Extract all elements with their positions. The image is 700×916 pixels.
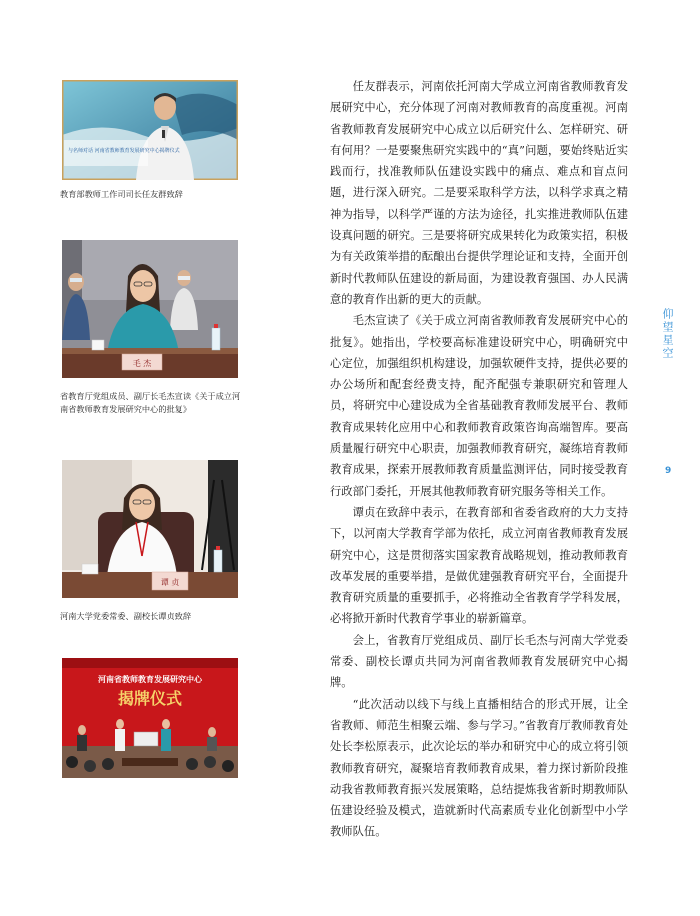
article-paragraph: 任友群表示，河南依托河南大学成立河南省教师教育发展研究中心，充分体现了河南对教师教育的高度重视。河南省教师教育发展研究中心成立以后研究什么、怎样研究、研有何用？一是要聚焦研究实践中的“真”问题，要始终贴近实践而行，找准教师队伍建设实践中的痛点、难点和盲点问题，进行深入研究。二是要采取科学方法，以科学求真之精神为指导，以科学严谨的方法为途径，扎实推进教师队伍建设真问题的研究。三是要将研究成果转化为政策实招，积极为有关政策举措的酝酿出台提供学理论证和支持，全面开创新时代教师队伍建设的新局面，为建设教育强国、办人民满意的教育作出新的更大的贡献。 (330, 80, 628, 306)
photo-caption: 省教育厅党组成员、副厅长毛杰宣读《关于成立河南省教师教育发展研究中心的批复》 (60, 391, 241, 414)
article-paragraph: 毛杰宣读了《关于成立河南省教师教育发展研究中心的批复》。她指出，学校要高标准建设研究中心，明确研究中心定位，加强组织机构建设，加强软硬件支持，提供必要的办公场所和配套经费支持，配齐配强专兼职研究和管理人员，将研究中心建设成为全省基础教育教师发展平台、教师教育成果转化应用中心和教师教育政策咨询高端智库。要高质量履行研究中心职责，加强教师教育研究，凝练培育教师教育成果，探索开展教师教育质量监测评估，同时接受教育行政部门委托，开展其他教师教育研究服务等相关工作。 (330, 314, 628, 498)
banner-line1: 河南省教师教育发展研究中心 (98, 675, 202, 684)
photo-mao-jie (62, 240, 238, 378)
name-card: 毛 杰 (132, 359, 152, 368)
article-body (330, 76, 628, 843)
photo-unveiling-ceremony (62, 658, 238, 778)
article-paragraph: 会上，省教育厅党组成员、副厅长毛杰与河南大学党委常委、副校长谭贞共同为河南省教师教育发展研究中心揭牌。 (330, 633, 628, 690)
photo-caption: 教育部教师工作司司长任友群致辞 (60, 189, 183, 199)
article-paragraph: 谭贞在致辞中表示，在教育部和省委省政府的大力支持下，以河南大学教育学部为依托，成立河南省教师教育发展研究中心，这是贯彻落实国家教育战略规划，推动教师教育改革发展的重要举措，是做优建强教育研究平台，全面提升教育研究质量的重要抓手，必将推动全省教育学学科发展，必将掀开新时代教育学事业的崭新篇章。 (330, 505, 628, 626)
banner-line2: 揭牌仪式 (117, 689, 183, 708)
name-card: 谭 贞 (160, 578, 180, 587)
photo-tan-zhen (62, 460, 238, 598)
page-number: 9 (665, 466, 672, 476)
section-label: 仰望星空 (661, 308, 674, 360)
photo-caption: 河南大学党委常委、副校长谭贞致辞 (60, 611, 192, 621)
article-paragraph: “此次活动以线下与线上直播相结合的形式开展，让全省教师、师范生相聚云端、参与学习。”省教育厅教师教育处处长李松原表示，此次论坛的举办和研究中心的成立将引领教师教育研究，凝聚培育教师教育成果，着力探讨新阶段推动我省教师教育振兴发展策略，总结提炼我省新时期教师队伍建设经验及模式，造就新时代高素质专业化创新型中小学教师队伍。 (330, 697, 628, 839)
banner-text: 与名师对话 河南省教师教育发展研究中心揭牌仪式 (68, 148, 180, 154)
photo-ren-youqun (62, 80, 238, 180)
